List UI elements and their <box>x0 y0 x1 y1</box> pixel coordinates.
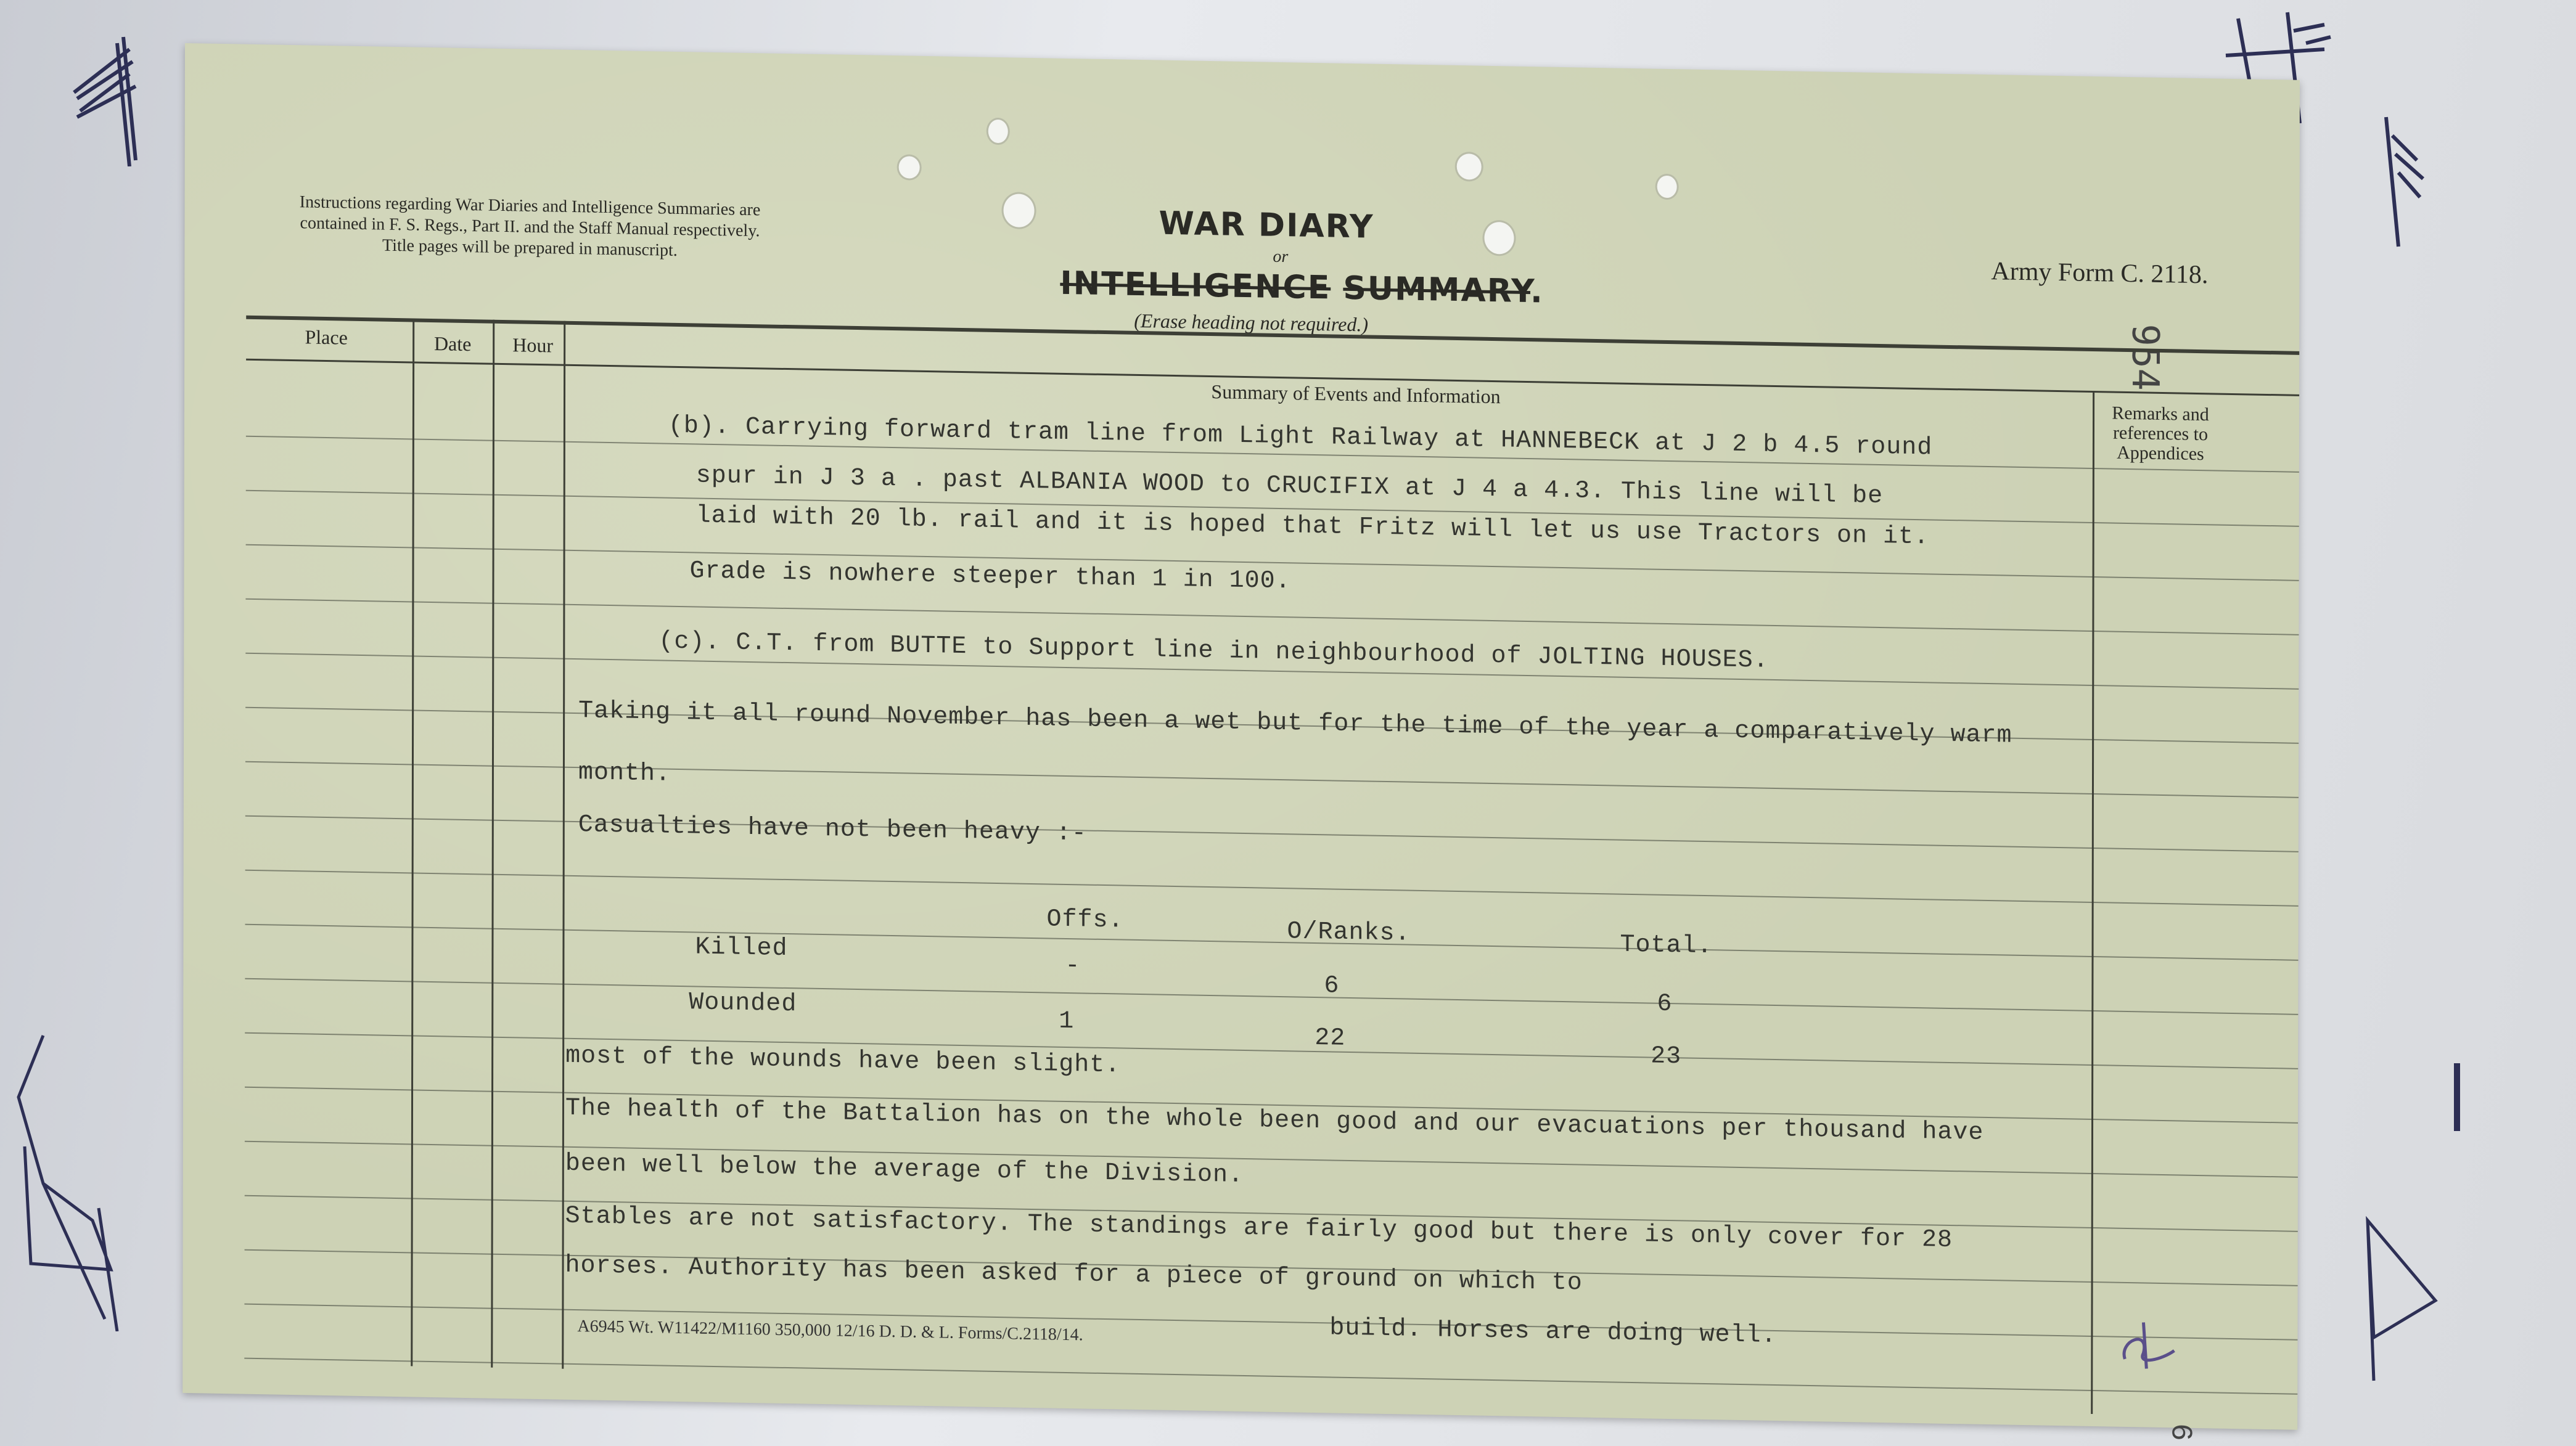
casualties-header-oranks: O/Ranks. <box>1287 918 1411 948</box>
row-rule <box>245 815 2299 852</box>
entry-line: Grade is nowhere steeper than 1 in 100. <box>689 557 1291 596</box>
handwritten-initials <box>2112 1316 2186 1373</box>
page-number: 6 <box>2163 1423 2197 1442</box>
casualties-cell: 23 <box>1651 1042 1682 1071</box>
row-rule <box>244 1304 2297 1341</box>
row-rule <box>245 761 2299 798</box>
casualties-header-offs: Offs. <box>1046 905 1124 935</box>
column-header-remarks: Remarks and references to Appendices <box>2112 402 2209 465</box>
punch-hole <box>987 118 1010 145</box>
punch-hole <box>1482 220 1516 256</box>
pencil-scribble-right-1 <box>2380 111 2429 253</box>
row-rule <box>245 978 2298 1015</box>
casualties-row-label: Wounded <box>689 989 797 1019</box>
pencil-scribble-top-left <box>62 25 148 166</box>
casualties-row-label: Killed <box>695 933 788 963</box>
entry-line: laid with 20 lb. rail and it is hoped that Fritz will let us use Tractors on it. <box>695 502 1930 552</box>
punch-hole <box>1655 174 1679 200</box>
title-or: or <box>1273 247 1289 267</box>
struck-word: INTELLIGENCE <box>1060 264 1331 307</box>
entry-line: Stables are not satisfactory. The standings are fairly good but there is only cover for 28 <box>565 1202 1953 1255</box>
form-title: WAR DIARY <box>1159 205 1374 246</box>
pencil-scribble-right-2 <box>2355 1208 2448 1393</box>
column-header-place: Place <box>305 325 348 349</box>
entry-line: build. Horses are doing well. <box>1329 1314 1777 1350</box>
entry-line: spur in J 3 a . past ALBANIA WOOD to CRUCIFIX at J 4 a 4.3. This line will be <box>695 462 1884 511</box>
entry-line: The health of the Battalion has on the whole been good and our evacuations per thousand have <box>565 1094 1984 1147</box>
pencil-mark-right-3 <box>2448 1060 2466 1134</box>
entry-line: Casualties have not been heavy :- <box>578 811 1087 848</box>
subtitle-suffix: . <box>1530 273 1544 311</box>
row-rule <box>245 1032 2298 1069</box>
row-rule <box>244 1358 2297 1395</box>
erase-heading-note: (Erase heading not required.) <box>1134 309 1369 336</box>
column-divider-place <box>411 318 414 1366</box>
row-rule <box>245 870 2299 907</box>
entry-line: most of the wounds have been slight. <box>565 1042 1121 1080</box>
casualties-cell: 6 <box>1324 972 1340 1000</box>
archive-number: 954 <box>2123 323 2167 391</box>
punch-hole <box>1455 152 1483 182</box>
punch-hole <box>897 154 922 181</box>
casualties-header-total: Total. <box>1620 931 1713 961</box>
row-rule <box>245 598 2299 635</box>
punch-hole <box>1002 192 1036 229</box>
row-rule <box>245 1141 2298 1178</box>
casualties-cell: 22 <box>1315 1024 1346 1053</box>
casualties-cell: - <box>1065 952 1081 981</box>
column-header-date: Date <box>433 332 472 356</box>
print-reference: A6945 Wt. W11422/M1160 350,000 12/16 D. D. & L. Forms/C.2118/14. <box>577 1317 1083 1345</box>
column-divider-date <box>491 320 494 1368</box>
column-header-hour: Hour <box>512 333 554 357</box>
struck-word: SUMMARY <box>1343 269 1531 311</box>
army-form-number: Army Form C. 2118. <box>1991 257 2209 290</box>
casualties-cell: 1 <box>1059 1007 1075 1036</box>
entry-line: Taking it all round November has been a wet but for the time of the year a comparatively warm <box>578 697 2012 750</box>
entry-line: been well below the average of the Division. <box>565 1150 1244 1190</box>
entry-line: horses. Authority has been asked for a piece of ground on which to <box>565 1251 1583 1297</box>
row-rule <box>245 924 2299 961</box>
column-header-summary: Summary of Events and Information <box>1211 380 1501 408</box>
entry-line: month. <box>578 759 671 788</box>
war-diary-sheet <box>183 43 2300 1442</box>
entry-line: (b). Carrying forward tram line from Light Railway at HANNEBECK at J 2 b 4.5 round <box>668 412 1933 462</box>
instructions-note: Instructions regarding War Diaries and Intelligence Summaries are contained in F. S. Regs., Part II. and the Staff Manual respectively. Title pages will be prepared in manuscript. <box>299 192 761 260</box>
form-subtitle <box>1060 265 1544 311</box>
pencil-scribble-left <box>6 1023 129 1331</box>
entry-line: (c). C.T. from BUTTE to Support line in neighbourhood of JOLTING HOUSES. <box>658 627 1769 675</box>
casualties-cell: 6 <box>1657 990 1673 1019</box>
